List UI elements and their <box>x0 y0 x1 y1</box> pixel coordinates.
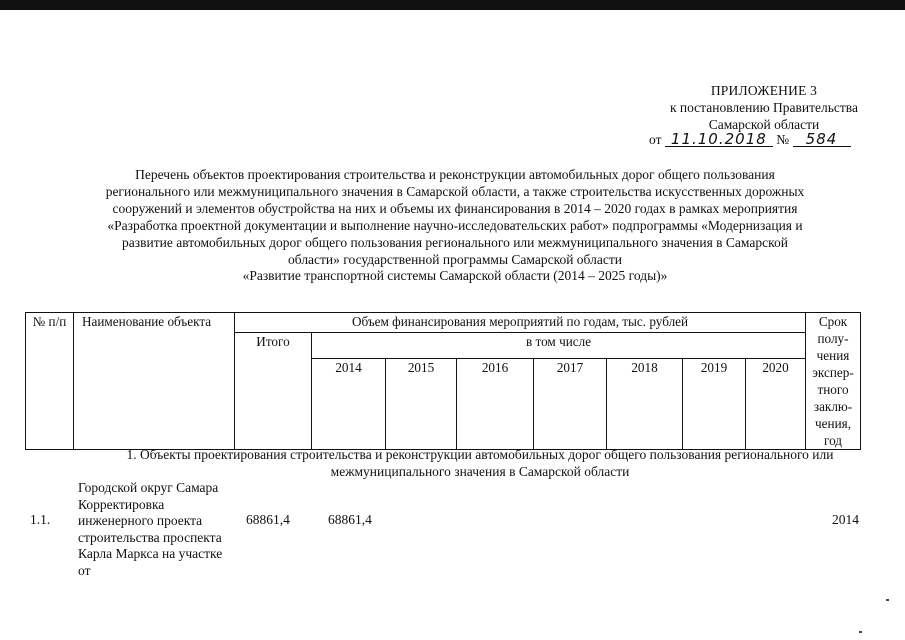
row-term: 2014 <box>832 512 859 527</box>
row-value-2014: 68861,4 <box>328 512 372 527</box>
header-year: 2020 <box>746 359 806 450</box>
appendix-line-1: к постановлению Правительства <box>669 100 858 115</box>
heading-line: области» государственной программы Самарской области <box>288 251 622 267</box>
row-object-name: Городской округ Самара Корректировка инженерного проекта строительства проспекта Карла Маркса на участке от <box>78 480 223 578</box>
header-total: Итого <box>235 333 312 450</box>
header-object-name: Наименование объекта <box>74 313 235 450</box>
header-year: 2016 <box>457 359 534 450</box>
header-year: 2019 <box>683 359 746 450</box>
header-year: 2015 <box>386 359 457 450</box>
header-financing: Объем финансирования мероприятий по годам, тыс. рублей <box>235 313 806 333</box>
heading-line: «Развитие транспортной системы Самарской области (2014 – 2025 годы)» <box>242 268 668 284</box>
heading-line: «Разработка проектной документации и выполнение научно-исследовательских работ» подпрограммы «Модернизация и <box>107 217 803 233</box>
handwritten-date: 11.10.2018 <box>665 132 773 147</box>
header-year: 2018 <box>607 359 683 450</box>
section-title: 1. Объекты проектирования строительства и реконструкции автомобильных дорог общего пользования регионального или межмуниципального значения в Самарской области <box>126 447 834 479</box>
appendix-block <box>670 82 858 133</box>
heading-line: сооружений и элементов обустройства на них и объемы их финансирования в 2014 – 2020 годах в рамках мероприятия <box>112 200 798 216</box>
document-heading <box>40 167 870 285</box>
appendix-title: ПРИЛОЖЕНИЕ 3 <box>710 83 818 98</box>
scan-speck <box>886 599 889 601</box>
appendix-line-2: Самарской области <box>708 117 820 132</box>
row-number: 1.1. <box>30 512 51 527</box>
number-prefix: № <box>776 132 790 147</box>
heading-line: регионального или межмуниципального значения в Самарской области, а также строительства искусственных дорожных <box>105 183 805 199</box>
header-number: № п/п <box>26 313 74 450</box>
header-term: Срок полу-чения экспер-тного заклю-чения, год <box>806 313 861 450</box>
scan-speck <box>859 631 862 633</box>
header-including: в том числе <box>312 333 806 359</box>
header-year: 2017 <box>534 359 607 450</box>
resolution-date-line <box>649 132 851 148</box>
header-year: 2014 <box>312 359 386 450</box>
row-total: 68861,4 <box>246 512 290 527</box>
financing-table <box>25 312 861 450</box>
heading-line: Перечень объектов проектирования строительства и реконструкции автомобильных дорог общего пользования <box>135 167 775 182</box>
document-top-edge <box>0 0 905 10</box>
handwritten-number: 584 <box>793 132 851 147</box>
heading-line: развитие автомобильных дорог общего пользования регионального или межмуниципального значения в Самарской <box>122 234 788 250</box>
date-prefix: от <box>649 132 662 147</box>
